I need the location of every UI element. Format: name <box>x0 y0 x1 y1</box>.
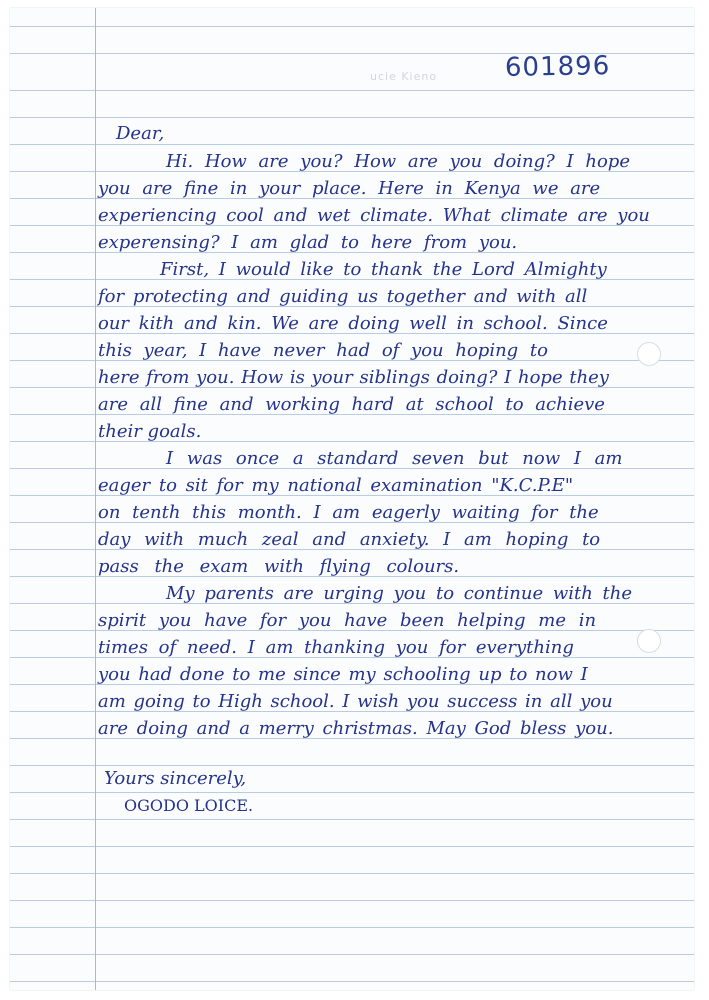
salutation: Dear, <box>116 123 165 144</box>
letter-line: experiencing cool and wet climate. What climate are you <box>98 205 650 226</box>
signature-name: OGODO LOICE. <box>124 796 254 815</box>
closing: Yours sincerely, <box>104 768 247 789</box>
letter-line: their goals. <box>98 421 202 442</box>
letter-line: are doing and a merry christmas. May God bless you. <box>98 718 614 739</box>
letter-line: experensing? I am glad to here from you. <box>98 232 518 253</box>
punch-hole <box>637 629 661 653</box>
letter-line: First, I would like to thank the Lord Almighty <box>160 259 607 280</box>
letter-line: you are fine in your place. Here in Kenya we are <box>98 178 601 199</box>
letter-line: pass the exam with flying colours. <box>98 556 460 577</box>
letter-line: this year, I have never had of you hoping to <box>98 340 548 361</box>
red-margin-line <box>95 8 96 990</box>
letter-line: our kith and kin. We are doing well in school. Since <box>98 313 608 334</box>
letter-line: here from you. How is your siblings doing? I hope they <box>98 367 609 388</box>
letter-line: eager to sit for my national examination "K.C.P.E" <box>98 475 574 496</box>
letter-line: day with much zeal and anxiety. I am hoping to <box>98 529 601 550</box>
document-number: 601896 <box>504 51 611 83</box>
faint-bleed-through-text: ucie Kieno <box>370 70 438 83</box>
letter-line: My parents are urging you to continue with the <box>166 583 633 604</box>
letter-line: am going to High school. I wish you success in all you <box>98 691 613 712</box>
letter-line: for protecting and guiding us together and with all <box>98 286 588 307</box>
letter-line: Hi. How are you? How are you doing? I hope <box>166 151 630 172</box>
letter-line: you had done to me since my schooling up to now I <box>98 664 588 685</box>
letter-line: spirit you have for you have been helping me in <box>98 610 597 631</box>
punch-hole <box>637 342 661 366</box>
letter-line: I was once a standard seven but now I am <box>166 448 623 469</box>
letter-line: on tenth this month. I am eagerly waiting for the <box>98 502 599 523</box>
letter-line: are all fine and working hard at school to achieve <box>98 394 605 415</box>
letter-line: times of need. I am thanking you for everything <box>98 637 574 658</box>
